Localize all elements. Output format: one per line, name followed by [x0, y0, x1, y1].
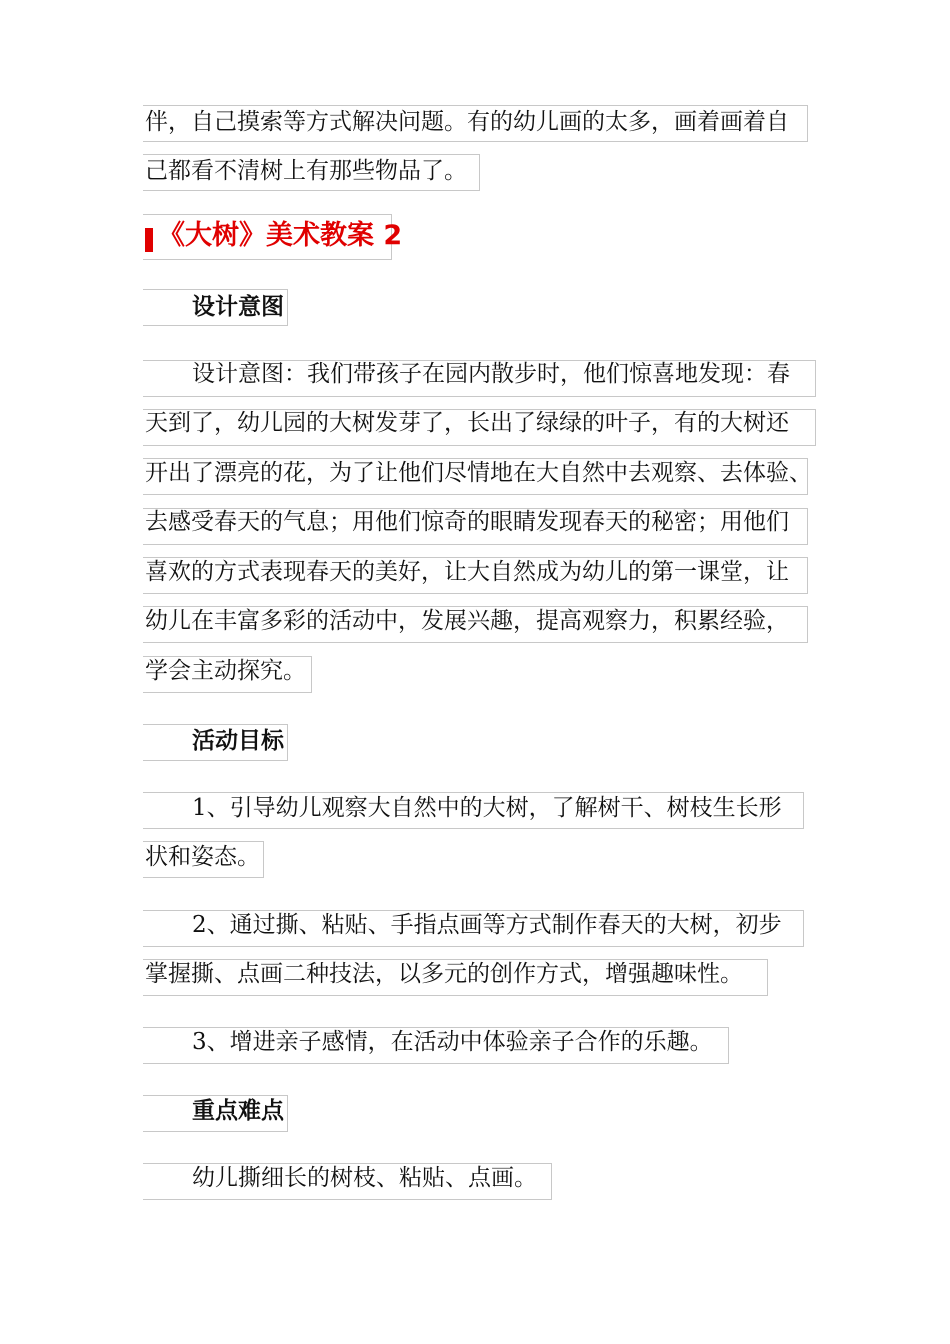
body-text: 2、通过撕、粘贴、手指点画等方式制作春天的大树，初步 [192, 912, 782, 938]
body-text: 学会主动探究。 [145, 658, 306, 684]
body-text: 幼儿撕细长的树枝、粘贴、点画。 [192, 1165, 537, 1191]
heading-key: 重点难点 [192, 1097, 284, 1124]
body-text: 3、增进亲子感情，在活动中体验亲子合作的乐趣。 [192, 1029, 713, 1055]
body-text: 掌握撕、点画二种技法，以多元的创作方式，增强趣味性。 [145, 961, 743, 987]
section-title: 《大树》美术教案 2 [158, 220, 403, 251]
body-text: 喜欢的方式表现春天的美好，让大自然成为幼儿的第一课堂，让 [145, 559, 789, 585]
heading-design: 设计意图 [192, 293, 284, 320]
body-text: 幼儿在丰富多彩的活动中，发展兴趣，提高观察力，积累经验， [145, 608, 789, 634]
body-text: 开出了漂亮的花，为了让他们尽情地在大自然中去观察、去体验、 [145, 460, 812, 486]
body-text: 状和姿态。 [145, 844, 260, 870]
body-text: 己都看不清树上有那些物品了。 [145, 158, 467, 184]
heading-goals: 活动目标 [192, 727, 284, 754]
body-text: 去感受春天的气息；用他们惊奇的眼睛发现春天的秘密；用他们 [145, 509, 789, 535]
body-text: 天到了，幼儿园的大树发芽了，长出了绿绿的叶子，有的大树还 [145, 410, 789, 436]
body-text: 1、引导幼儿观察大自然中的大树，了解树干、树枝生长形 [192, 795, 782, 821]
body-text: 设计意图：我们带孩子在园内散步时，他们惊喜地发现：春 [192, 361, 790, 387]
title-marker [145, 228, 153, 252]
body-text: 伴，自己摸索等方式解决问题。有的幼儿画的太多，画着画着自 [145, 109, 789, 135]
